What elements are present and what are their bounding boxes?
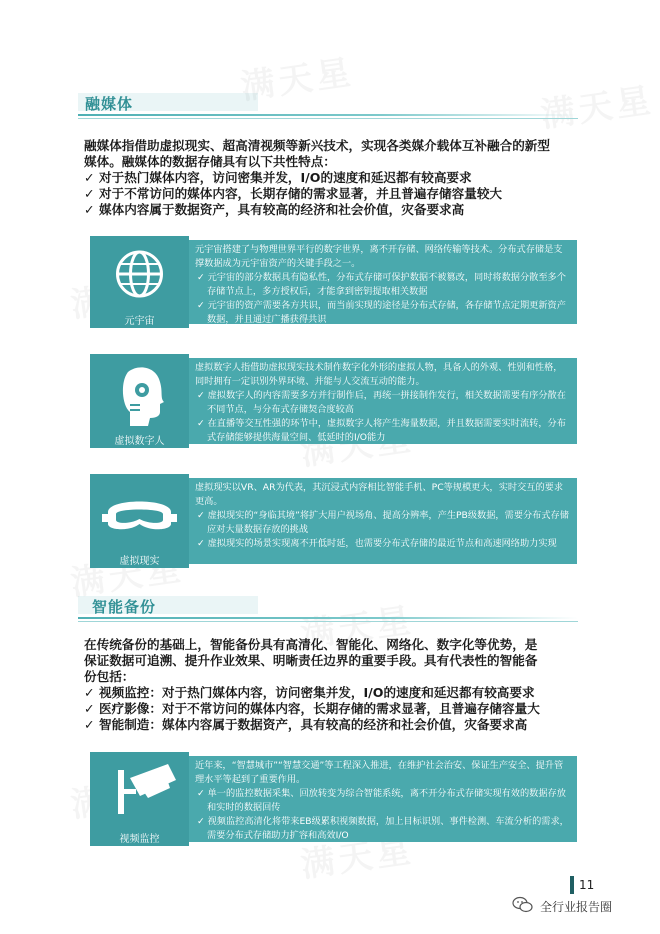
- page-number-bar: [570, 876, 574, 894]
- digital-human-icon: [90, 358, 189, 430]
- globe-icon: [90, 240, 189, 310]
- card-bullet: ✓ 元宇宙的部分数据具有隐私性，分布式存储可保护数据不被篡改，同时将数据分散至多个存储节点上，多方授权后，才能拿到密钥提取相关数据: [197, 272, 566, 297]
- check-icon: ✓: [197, 788, 205, 799]
- card-bullet: ✓ 在直播等交互性强的环节中，虚拟数字人将产生海量数据，并且数据需要实时流转，分布式存储能够提供海量空间、低延时的I/O能力: [197, 418, 566, 443]
- check-icon: ✓: [197, 272, 205, 283]
- card-label: 视频监控: [119, 834, 160, 845]
- intro-line: 在传统备份的基础上，智能备份具有高清化、智能化、网络化、数字化等优势，是: [84, 637, 538, 652]
- section2-intro: [84, 637, 584, 733]
- card-label: 虚拟数字人: [114, 436, 165, 447]
- card-intro: 虚拟数字人指借助虚拟现实技术制作数字化外形的虚拟人物，具备人的外观、性别和性格，同时拥有一定识别外界环境、并能与人交流互动的能力。: [195, 362, 563, 387]
- card-icon-panel-metaverse: [90, 236, 189, 328]
- check-icon: ✓: [84, 701, 95, 716]
- check-icon: ✓: [197, 300, 205, 311]
- card-bullet: ✓ 单一的监控数据采集、回放转变为综合智能系统，离不开分布式存储实现有效的数据存放和实时的数据回传: [197, 788, 566, 813]
- card-intro: 虚拟现实以VR、AR为代表，其沉浸式内容相比智能手机、PC等规模更大，实时交互的要求更高。: [195, 482, 564, 507]
- check-icon: ✓: [197, 418, 205, 429]
- card-icon-panel-surveillance: [90, 752, 189, 846]
- card-bullet: ✓ 虚拟现实的场景实现离不开低时延，也需要分布式存储的最近节点和高速网络助力实现: [197, 538, 557, 549]
- check-icon: ✓: [84, 717, 95, 732]
- wechat-icon: [512, 896, 534, 914]
- section1-intro: [84, 138, 584, 218]
- check-icon: ✓: [84, 202, 95, 217]
- page-number: 11: [579, 878, 595, 892]
- card-text-vr: [189, 478, 577, 564]
- card-intro: 元宇宙搭建了与物理世界平行的数字世界，离不开存储、网络传输等技术。分布式存储是支撑数据成为元宇宙资产的关键手段之一。: [195, 244, 563, 269]
- check-icon: ✓: [197, 538, 205, 549]
- card-bullet: ✓ 虚拟现实的“身临其境”将扩大用户视场角、提高分辨率，产生PB级数据，需要分布式存储应对大量数据存放的挑战: [197, 510, 569, 535]
- section-title-rongmeiti: 融媒体: [85, 95, 134, 113]
- section-rule: [78, 114, 578, 116]
- check-icon: ✓: [197, 510, 205, 521]
- intro-line: 媒体。融媒体的数据存储具有以下共性特点：: [84, 154, 336, 169]
- check-icon: ✓: [84, 186, 95, 201]
- section-subrule: [78, 118, 578, 119]
- check-item: ✓ 视频监控：对于热门媒体内容，访问密集并发，I/O的速度和延迟都有较高要求: [84, 685, 535, 700]
- card-label: 虚拟现实: [119, 556, 160, 567]
- card-bullet: ✓ 虚拟数字人的内容需要多方并行制作后，再统一拼接制作发行，相关数据需要有序分散在不同节点，与分布式存储契合度较高: [197, 390, 566, 415]
- check-icon: ✓: [197, 816, 205, 827]
- check-item: ✓ 智能制造：媒体内容属于数据资产，具有较高的经济和社会价值，灾备要求高: [84, 717, 528, 732]
- card-icon-panel-vr: [90, 474, 189, 568]
- check-item: ✓ 媒体内容属于数据资产，具有较高的经济和社会价值，灾备要求高: [84, 202, 465, 217]
- card-icon-panel-digital-human: [90, 354, 189, 448]
- surveillance-camera-icon: [90, 756, 189, 828]
- section-title-smart-backup: 智能备份: [92, 598, 157, 616]
- card-bullet: ✓ 元宇宙的资产需要各方共识，而当前实现的途径是分布式存储，各存储节点定期更新资产数据，并且通过广播获得共识: [197, 300, 566, 325]
- check-item: ✓ 对于热门媒体内容，访问密集并发，I/O的速度和延迟都有较高要求: [84, 170, 472, 185]
- check-icon: ✓: [84, 170, 95, 185]
- card-text-surveillance: [189, 756, 577, 842]
- intro-line: 保证数据可追溯、提升作业效果、明晰责任边界的重要手段。具有代表性的智能备: [84, 653, 538, 668]
- intro-line: 融媒体指借助虚拟现实、超高清视频等新兴技术，实现各类媒介载体互补融合的新型: [84, 138, 550, 153]
- card-intro: 近年来，“智慧城市”“智慧交通”等工程深入推进，在维护社会治安、保证生产安全、提升管理水平等起到了重要作用。: [195, 760, 564, 785]
- card-label: 元宇宙: [124, 316, 155, 327]
- card-text-metaverse: [189, 240, 577, 324]
- section-rule: [78, 617, 578, 619]
- card-text-digital-human: [189, 358, 577, 444]
- check-icon: ✓: [84, 685, 95, 700]
- intro-line: 份包括：: [84, 669, 135, 684]
- check-item: ✓ 对于不常访问的媒体内容，长期存储的需求显著，并且普遍存储容量较大: [84, 186, 502, 201]
- check-icon: ✓: [197, 390, 205, 401]
- section-subrule: [78, 621, 578, 622]
- check-item: ✓ 医疗影像：对于不常访问的媒体内容，长期存储的需求显著，且普遍存储容量大: [84, 701, 540, 716]
- watermark: [537, 72, 657, 136]
- footer-brand: 全行业报告圈: [540, 900, 613, 914]
- vr-goggles-icon: [90, 478, 189, 550]
- card-bullet: ✓ 视频监控高清化将带来EB级累积视频数据，加上目标识别、事件检测、车流分析的需求，需要分布式存储助力扩容和高效I/O: [197, 816, 569, 841]
